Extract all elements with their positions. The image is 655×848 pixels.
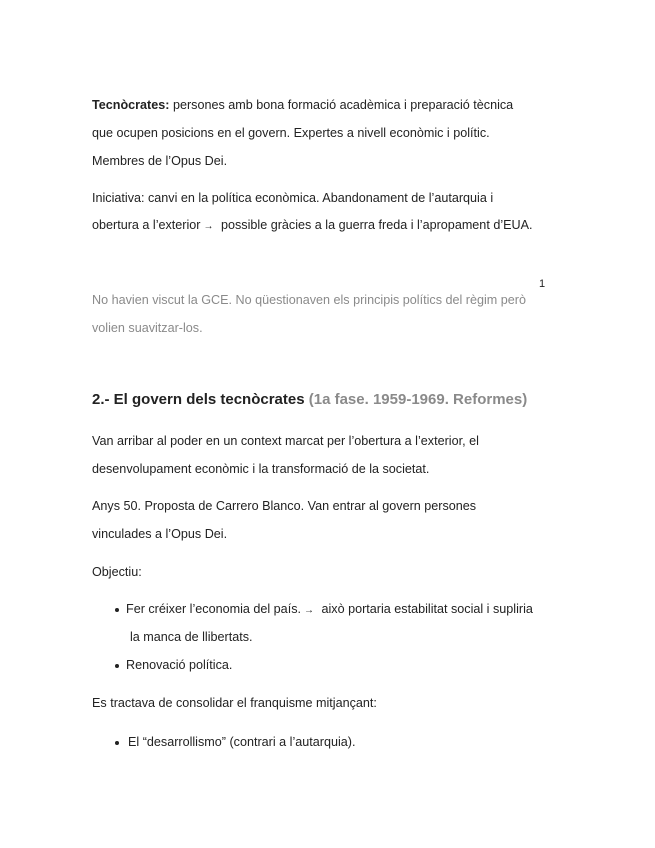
bullet-dot-icon [115,741,119,745]
section-subtitle: (1a fase. 1959-1969. Reformes) [308,391,528,408]
objective-bullet-1-text-a: Fer créixer l’economia del país. [126,602,301,616]
paragraph-tecnocrates-line-3: Membres de l’Opus Dei. [92,154,228,168]
paragraph-tecnocrates-line-1 [92,97,513,113]
right-arrow-icon: → [303,605,314,616]
paragraph-context-line-2: desenvolupament econòmic i la transformació de la societat. [92,462,430,476]
paragraph-context-line-1: Van arribar al poder en un context marcat per l’obertura a l’exterior, el [92,434,479,448]
definition-text: persones amb bona formació acadèmica i preparació tècnica [169,98,514,112]
bullet-dot-icon [115,664,119,668]
right-arrow-icon: → [203,221,214,232]
objective-bullet-1-line-2: la manca de llibertats. [130,630,253,644]
iniciativa-text-a: obertura a l’exterior [92,218,201,232]
gray-note-line-2: volien suavitzar-los. [92,321,203,335]
footnote-page-number: 1 [539,278,546,290]
section-title: 2.- El govern dels tecnòcrates [92,391,305,408]
paragraph-iniciativa-line-1: Iniciativa: canvi en la política econòmica. Abandonament de l’autarquia i [92,191,494,205]
consolidation-bullet-1: El “desarrollismo” (contrari a l’autarquia). [128,735,356,749]
paragraph-carrero-line-1: Anys 50. Proposta de Carrero Blanco. Van entrar al govern persones [92,499,477,513]
iniciativa-text-b: possible gràcies a la guerra freda i l’apropament d’EUA. [217,218,533,232]
objective-bullet-1-line-1 [126,601,533,619]
objective-bullet-1-text-b: això portaria estabilitat social i supliria [317,602,533,616]
term-tecnocrates: Tecnòcrates: [92,98,170,112]
gray-note-line-1: No havien viscut la GCE. No qüestionaven els principis polítics del règim però [92,293,526,307]
paragraph-tecnocrates-line-2: que ocupen posicions en el govern. Expertes a nivell econòmic i polític. [92,126,490,140]
consolidation-label: Es tractava de consolidar el franquisme mitjançant: [92,696,377,710]
bullet-dot-icon [115,608,119,612]
objective-label: Objectiu: [92,565,142,579]
objective-bullet-2: Renovació política. [126,658,233,672]
section-heading [92,391,527,408]
paragraph-iniciativa-line-2 [92,217,533,235]
paragraph-carrero-line-2: vinculades a l’Opus Dei. [92,527,228,541]
